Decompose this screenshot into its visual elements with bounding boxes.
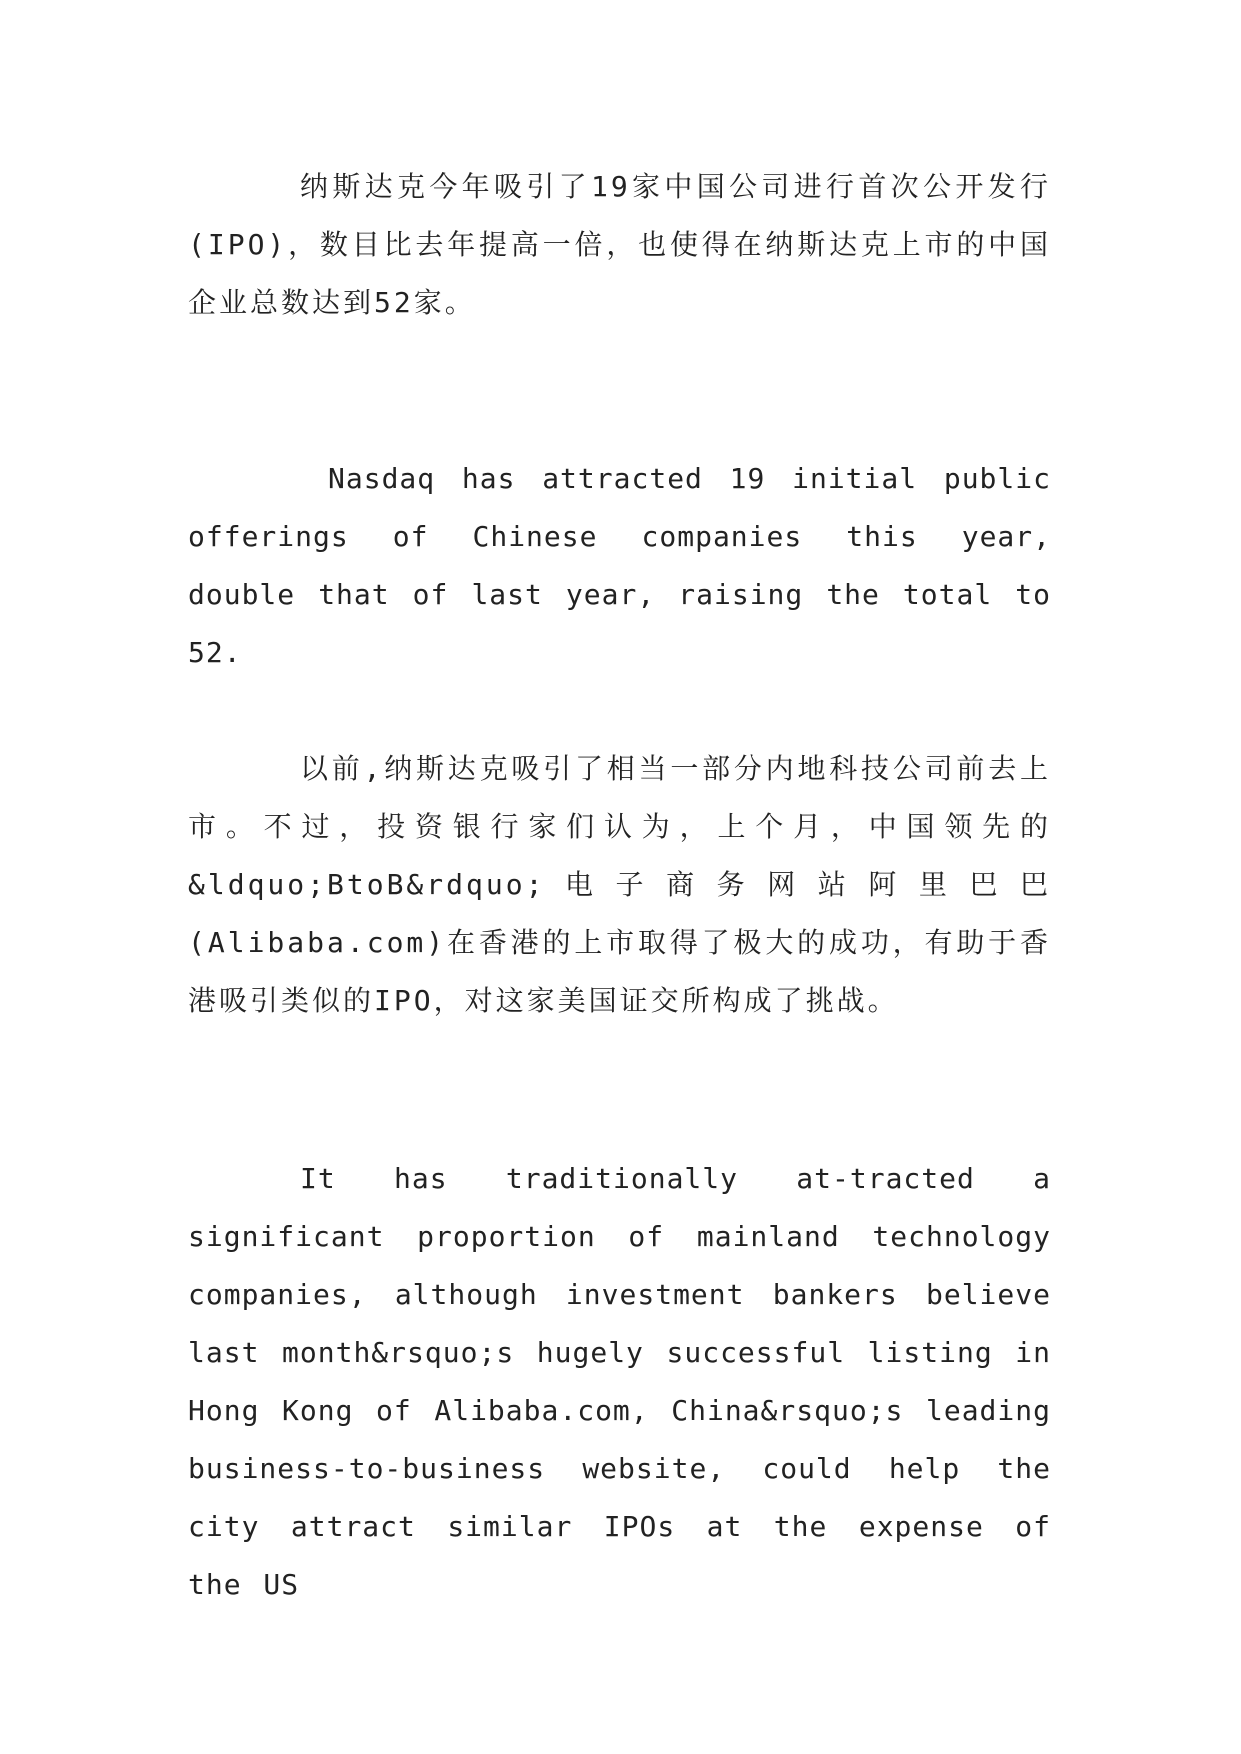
paragraph-english-1: Nasdaq has attracted 19 initial public offerings of Chinese companies this year, double that of last year, raising the total to 52. <box>188 462 1051 669</box>
paragraph-english-2: It has traditionally at-tracted a significant proportion of mainland technology companies, although investment bankers believe last month&rsquo;s hugely successful listing in Hong Kong of Alibaba.com, China&rsquo;s leading business-to-business website, could help the city attract similar IPOs at the expense of the US <box>188 1162 1051 1601</box>
paragraph-chinese-1: 纳斯达克今年吸引了19家中国公司进行首次公开发行(IPO)，数目比去年提高一倍，也使得在纳斯达克上市的中国企业总数达到52家。 <box>188 170 1051 319</box>
paragraph-chinese-2: 以前,纳斯达克吸引了相当一部分内地科技公司前去上市。不过，投资银行家们认为，上个月，中国领先的&ldquo;BtoB&rdquo;电子商务网站阿里巴巴(Alibaba.com)在香港的上市取得了极大的成功，有助于香港吸引类似的IPO，对这家美国证交所构成了挑战。 <box>188 752 1051 1017</box>
